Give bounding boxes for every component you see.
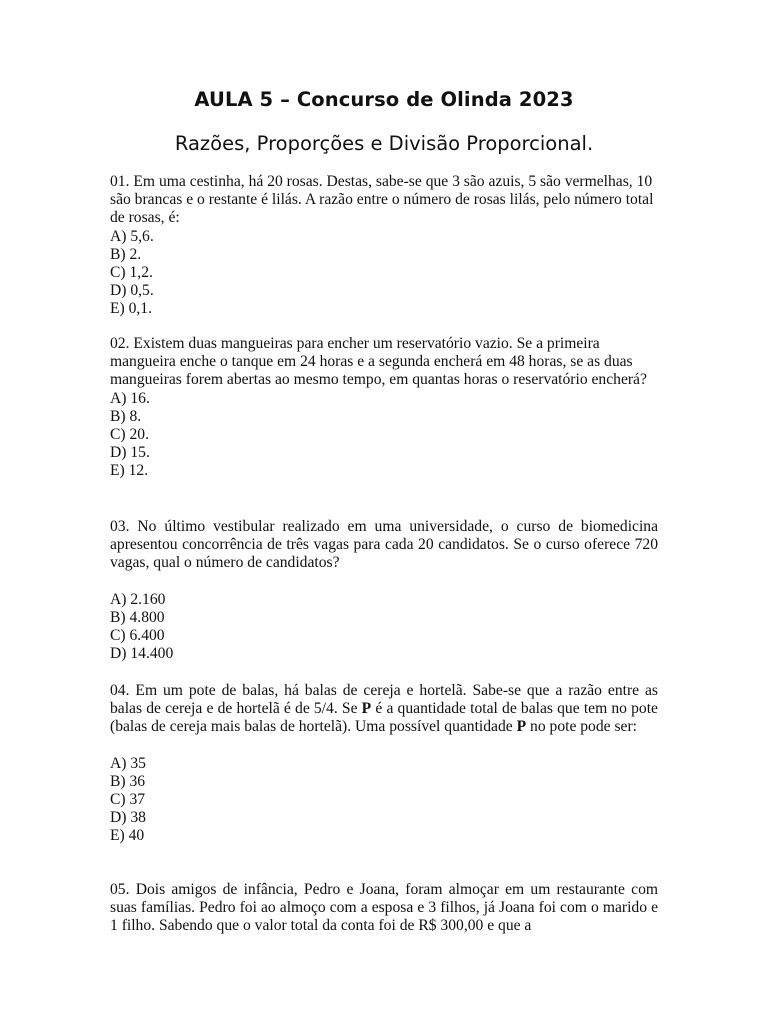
question-01-text: 01. Em uma cestinha, há 20 rosas. Destas, sabe-se que 3 são azuis, 5 são vermelhas, 10 são brancas e o restante é lilás. A razão entre o número de rosas lilás, pelo número total de rosas, é: — [110, 173, 654, 227]
question-03-text: 03. No último vestibular realizado em uma universidade, o curso de biomedicina apresentou concorrência de três vagas para cada 20 candidatos. Se o curso oferece 720 vagas, qual o número de candidatos? — [110, 518, 658, 572]
lesson-subtitle: Razões, Proporções e Divisão Proporcional. — [174, 132, 594, 155]
question-03-option-a: A) 2.160 — [110, 590, 166, 608]
question-04-option-a: A) 35 — [110, 754, 146, 772]
question-03-option-c: C) 6.400 — [110, 627, 165, 645]
question-04-option-b: B) 36 — [110, 772, 146, 790]
question-01-option-d: D) 0,5. — [110, 282, 154, 300]
question-04-text-part-2: é a quantidade total de balas que tem no pote (balas de cereja mais balas de hortelã). Uma possível quantidade — [110, 700, 658, 736]
question-04-text-part-3: no pote pode ser: — [526, 718, 637, 736]
question-02-option-c: C) 20. — [110, 426, 149, 444]
question-04-option-c: C) 37 — [110, 791, 146, 809]
question-01-option-e: E) 0,1. — [110, 300, 153, 318]
lesson-title: AULA 5 – Concurso de Olinda 2023 — [194, 88, 574, 111]
question-03 — [110, 518, 658, 663]
question-02 — [110, 335, 658, 481]
question-02-option-e: E) 12. — [110, 462, 149, 480]
question-03-option-d: D) 14.400 — [110, 645, 174, 663]
question-01 — [110, 173, 658, 319]
question-01-option-b: B) 2. — [110, 245, 142, 263]
question-04 — [110, 682, 658, 846]
question-05 — [110, 881, 658, 936]
question-02-text: 02. Existem duas mangueiras para encher um reservatório vazio. Se a primeira mangueira enche o tanque em 24 horas e a segunda encherá em 48 horas, se as duas mangueiras forem abertas ao mesmo tempo, em quantas horas o reservatório encherá? — [110, 335, 647, 389]
question-04-option-e: E) 40 — [110, 827, 145, 845]
variable-p: P — [361, 700, 372, 718]
question-04-option-d: D) 38 — [110, 809, 146, 827]
question-02-option-d: D) 15. — [110, 444, 150, 462]
question-02-option-a: A) 16. — [110, 389, 150, 407]
question-04-text-part-1: 04. Em um pote de balas, há balas de cereja e hortelã. Sabe-se que a razão entre as balas de cereja e de hortelã é de 5/4. Se — [110, 682, 658, 718]
question-05-text: 05. Dois amigos de infância, Pedro e Joana, foram almoçar em um restaurante com suas famílias. Pedro foi ao almoço com a esposa e 3 filhos, já Joana foi com o marido e 1 filho. Sabendo que o valor total da conta foi de R$ 300,00 e que a — [110, 881, 658, 935]
question-02-option-b: B) 8. — [110, 407, 142, 425]
question-01-option-a: A) 5,6. — [110, 227, 154, 245]
question-01-option-c: C) 1,2. — [110, 264, 153, 282]
variable-p: P — [516, 718, 527, 736]
question-03-option-b: B) 4.800 — [110, 608, 165, 626]
question-04-text — [110, 682, 658, 737]
